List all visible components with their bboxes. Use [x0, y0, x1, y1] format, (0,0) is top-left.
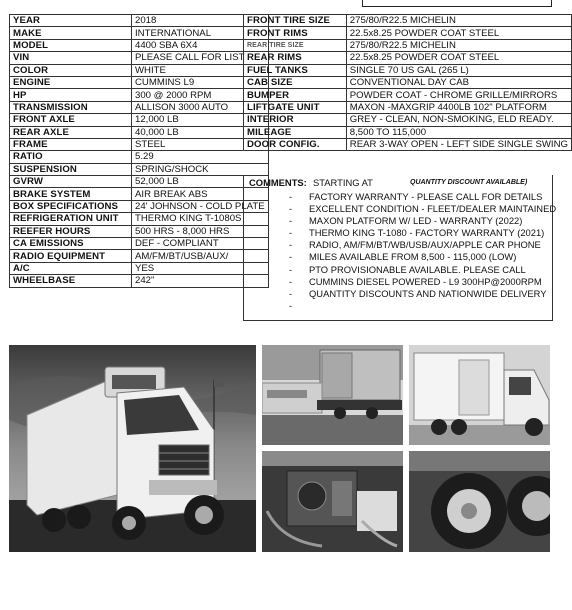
right-spec-row [244, 138, 572, 150]
comment-item [289, 276, 556, 288]
comments-list [289, 191, 556, 312]
spec-value: ALLISON 3000 AUTO [132, 101, 269, 113]
left-spec-row [10, 262, 269, 274]
spec-value: 300 @ 2000 RPM [132, 89, 269, 101]
parked-trucks-photo [262, 345, 403, 445]
spec-value: 4400 SBA 6X4 [132, 39, 269, 51]
engine-photo [262, 451, 403, 552]
left-spec-row [10, 200, 269, 212]
spec-value: 12,000 LB [132, 114, 269, 126]
spec-value: 24' JOHNSON - COLD PLATE [132, 200, 269, 212]
spec-label: DOOR CONFIG. [244, 138, 347, 150]
main-truck-photo [9, 345, 256, 552]
left-spec-row [10, 188, 269, 200]
truck-side-photo [409, 345, 550, 445]
spec-value: 22.5x8.25 POWDER COAT STEEL [346, 27, 571, 39]
bullet-dash: - [289, 203, 293, 215]
starting-at-label: STARTING AT [313, 177, 373, 188]
left-spec-row [10, 15, 269, 27]
spec-value: AM/FM/BT/USB/AUX/ [132, 250, 269, 262]
spec-value: CONVENTIONAL DAY CAB [346, 76, 571, 88]
spec-value: 5.29 [132, 151, 269, 163]
right-spec-row [244, 126, 572, 138]
right-spec-table [243, 14, 572, 151]
right-spec-row [244, 101, 572, 113]
header-box-edge [362, 0, 552, 7]
left-spec-row [10, 52, 269, 64]
spec-label: REEFER HOURS [10, 225, 132, 237]
comment-text: FACTORY WARRANTY - PLEASE CALL FOR DETAILS [309, 191, 543, 202]
spec-value: AIR BREAK ABS [132, 188, 269, 200]
spec-value: STEEL [132, 138, 269, 150]
spec-label: CA EMISSIONS [10, 238, 132, 250]
right-spec-row [244, 39, 572, 51]
spec-value: 275/80/R22.5 MICHELIN [346, 15, 571, 27]
bullet-dash: - [289, 251, 293, 263]
spec-label: VIN [10, 52, 132, 64]
comment-item [289, 227, 556, 239]
left-spec-row [10, 101, 269, 113]
spec-label: RATIO [10, 151, 132, 163]
spec-label: FRONT RIMS [244, 27, 347, 39]
spec-value: 40,000 LB [132, 126, 269, 138]
spec-value: SINGLE 70 US GAL (265 L) [346, 64, 571, 76]
left-spec-row [10, 126, 269, 138]
bullet-dash: - [289, 287, 293, 299]
comment-text: MILES AVAILABLE FROM 8,500 - 115,000 (LOW) [309, 251, 517, 263]
comment-text: EXCELLENT CONDITION - FLEET/DEALER MAINTAINED [309, 203, 557, 215]
left-spec-row [10, 114, 269, 126]
left-spec-row [10, 275, 269, 287]
spec-label: SUSPENSION [10, 163, 132, 175]
right-spec-row [244, 114, 572, 126]
spec-label: REAR TIRE SIZE [244, 39, 347, 51]
comment-item [289, 203, 556, 215]
spec-value: 275/80/R22.5 MICHELIN [346, 39, 571, 51]
spec-label: CAB SIZE [244, 76, 347, 88]
spec-label: LIFTGATE UNIT [244, 101, 347, 113]
left-spec-row [10, 151, 269, 163]
rear-wheels-photo [409, 451, 550, 552]
left-spec-row [10, 138, 269, 150]
spec-value: REAR 3-WAY OPEN - LEFT SIDE SINGLE SWING [346, 138, 571, 150]
spec-value: 500 HRS - 8,000 HRS [132, 225, 269, 237]
spec-value: GREY - CLEAN, NON-SMOKING, ELD READY. [346, 114, 571, 126]
spec-label: TRANSMISSION [10, 101, 132, 113]
bullet-dash: - [289, 215, 293, 227]
comment-item [289, 264, 556, 276]
spec-label: HP [10, 89, 132, 101]
left-spec-row [10, 39, 269, 51]
spec-value: PLEASE CALL FOR LIST [132, 52, 269, 64]
spec-value: 242" [132, 275, 269, 287]
bullet-dash: - [289, 275, 293, 287]
spec-label: BRAKE SYSTEM [10, 188, 132, 200]
comment-item [289, 215, 556, 227]
spec-label: MILEAGE [244, 126, 347, 138]
left-spec-table [9, 14, 269, 288]
bullet-dash: - [289, 299, 293, 311]
right-spec-row [244, 64, 572, 76]
spec-label: INTERIOR [244, 114, 347, 126]
spec-label: YEAR [10, 15, 132, 27]
spec-value: 22.5x8.25 POWDER COAT STEEL [346, 52, 571, 64]
spec-value: 52,000 LB [132, 176, 269, 188]
right-spec-row [244, 52, 572, 64]
spec-label: GVRW [10, 176, 132, 188]
spec-value: 2018 [132, 15, 269, 27]
comment-text: RADIO, AM/FM/BT/WB/USB/AUX/APPLE CAR PHONE [309, 239, 541, 251]
spec-label: FUEL TANKS [244, 64, 347, 76]
spec-label: A/C [10, 262, 132, 274]
spec-value: THERMO KING T-1080S [132, 213, 269, 225]
left-spec-row [10, 176, 269, 188]
comment-text: THERMO KING T-1080 - FACTORY WARRANTY (2021) [309, 227, 545, 239]
comment-text: PTO PROVISIONABLE AVAILABLE. PLEASE CALL [309, 263, 526, 275]
spec-label: MODEL [10, 39, 132, 51]
spec-value: CUMMINS L9 [132, 76, 269, 88]
bullet-dash: - [289, 227, 293, 239]
spec-label: REAR AXLE [10, 126, 132, 138]
bullet-dash: - [289, 263, 293, 275]
bullet-dash: - [289, 191, 293, 202]
comment-item [289, 288, 556, 300]
left-spec-row [10, 76, 269, 88]
comment-text: MAXON PLATFORM W/ LED - WARRANTY (2022) [309, 215, 523, 227]
spec-label: BOX SPECIFICATIONS [10, 200, 132, 212]
spec-label: RADIO EQUIPMENT [10, 250, 132, 262]
spec-value: MAXON -MAXGRIP 4400LB 102" PLATFORM [346, 101, 571, 113]
comment-item [289, 191, 556, 203]
spec-label: BUMPER [244, 89, 347, 101]
quantity-discount-note: QUANTITY DISCOUNT AVAILABLE) [410, 179, 528, 186]
spec-value: WHITE [132, 64, 269, 76]
bullet-dash: - [289, 239, 293, 251]
left-spec-row [10, 64, 269, 76]
right-spec-row [244, 15, 572, 27]
spec-label: FRAME [10, 138, 132, 150]
comment-text: CUMMINS DIESEL POWERED - L9 300HP@2000RPM [309, 275, 542, 287]
spec-value: INTERNATIONAL [132, 27, 269, 39]
left-spec-row [10, 225, 269, 237]
left-spec-row [10, 238, 269, 250]
right-spec-row [244, 89, 572, 101]
spec-label: REAR RIMS [244, 52, 347, 64]
comments-heading: COMMENTS: [249, 177, 307, 188]
spec-value: 8,500 TO 115,000 [346, 126, 571, 138]
right-spec-row [244, 27, 572, 39]
comment-text: QUANTITY DISCOUNTS AND NATIONWIDE DELIVERY [309, 287, 547, 299]
comments-box [243, 175, 557, 321]
left-spec-row [10, 250, 269, 262]
spec-label: REFRIGERATION UNIT [10, 213, 132, 225]
comment-item [289, 239, 556, 251]
spec-label: WHEELBASE [10, 275, 132, 287]
spec-label: COLOR [10, 64, 132, 76]
left-spec-row [10, 213, 269, 225]
left-spec-row [10, 163, 269, 175]
comment-item [289, 300, 556, 312]
spec-value: YES [132, 262, 269, 274]
spec-label: MAKE [10, 27, 132, 39]
spec-value: DEF - COMPLIANT [132, 238, 269, 250]
spec-label: ENGINE [10, 76, 132, 88]
spec-value: POWDER COAT - CHROME GRILLE/MIRRORS [346, 89, 571, 101]
left-spec-row [10, 89, 269, 101]
right-spec-row [244, 76, 572, 88]
spec-label: FRONT AXLE [10, 114, 132, 126]
spec-label: FRONT TIRE SIZE [244, 15, 347, 27]
left-spec-row [10, 27, 269, 39]
spec-value: SPRING/SHOCK [132, 163, 269, 175]
comment-item [289, 251, 556, 263]
